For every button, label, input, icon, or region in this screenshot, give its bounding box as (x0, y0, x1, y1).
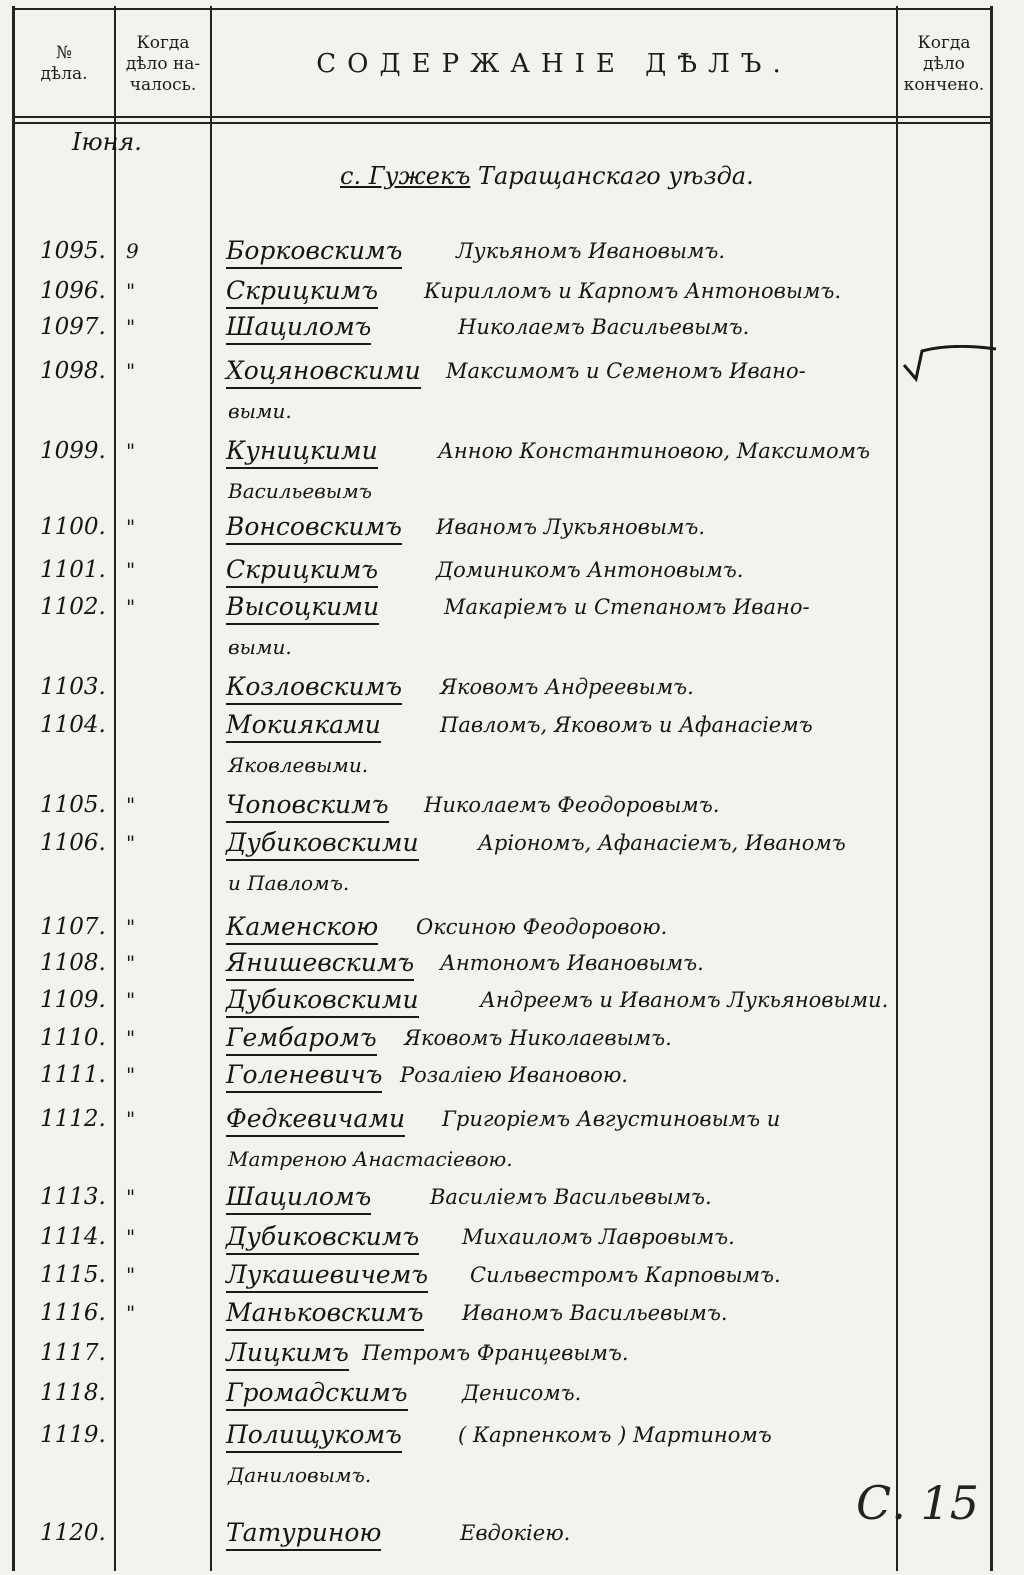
start-date-mark: " (126, 439, 136, 463)
start-date-mark: " (126, 359, 136, 383)
entry-surname: Янишевскимъ (226, 948, 414, 981)
entry-given-names: Яковомъ Андреевымъ. (440, 675, 694, 699)
entry-given-names: ( Карпенкомъ ) Мартиномъ (458, 1423, 772, 1447)
table-row (0, 828, 1000, 858)
table-row (0, 912, 1000, 942)
entry-surname: Дубиковскимъ (226, 1222, 419, 1255)
entry-continuation: Матреною Анастасіевою. (228, 1147, 513, 1171)
case-number: 1096. (40, 278, 106, 304)
entry-continuation: выми. (228, 399, 292, 423)
table-row (0, 1222, 1000, 1252)
entry-given-names: Николаемъ Васильевымъ. (458, 315, 750, 339)
case-number: 1099. (40, 438, 106, 464)
header-bottom-rule (12, 116, 992, 124)
start-date-mark: " (126, 951, 136, 975)
entry-given-names: Павломъ, Яковомъ и Афанасіемъ (440, 713, 813, 737)
district-name: Таращанскаго уѣзда. (477, 162, 754, 190)
entry-given-names: Анною Константиновою, Максимомъ (438, 439, 871, 463)
start-date-mark: " (126, 793, 136, 817)
top-rule (12, 8, 992, 10)
table-row (0, 555, 1000, 585)
village-heading (340, 162, 754, 190)
entry-given-names: Аріономъ, Афанасіемъ, Иваномъ (478, 831, 846, 855)
entry-given-names: Макаріемъ и Степаномъ Ивано- (444, 595, 810, 619)
case-number: 1112. (40, 1106, 106, 1132)
entry-given-names: Сильвестромъ Карповымъ. (470, 1263, 781, 1287)
month-label: Іюня. (72, 128, 142, 156)
table-row (0, 1518, 1000, 1548)
table-row (0, 236, 1000, 266)
case-number: 1108. (40, 950, 106, 976)
case-number: 1110. (40, 1025, 106, 1051)
case-number: 1106. (40, 830, 106, 856)
table-row (0, 672, 1000, 702)
table-row (0, 312, 1000, 342)
entry-surname: Полищукомъ (226, 1420, 402, 1453)
entry-surname: Татуриною (226, 1518, 381, 1551)
case-number: 1102. (40, 594, 106, 620)
start-date-mark: 9 (126, 239, 139, 263)
start-date-mark: " (126, 1063, 136, 1087)
table-row (0, 1182, 1000, 1212)
entry-surname: Скрицкимъ (226, 276, 378, 309)
case-number: 1100. (40, 514, 106, 540)
page-stamp: С. 15 (856, 1476, 979, 1530)
entry-surname: Дубиковскими (226, 828, 419, 861)
start-date-mark: " (126, 1026, 136, 1050)
entry-given-names: Денисомъ. (462, 1381, 582, 1405)
case-number: 1097. (40, 314, 106, 340)
entry-given-names: Григоріемъ Августиновымъ и (442, 1107, 781, 1131)
case-number: 1095. (40, 238, 106, 264)
entry-surname: Вонсовскимъ (226, 512, 402, 545)
header-start-column (116, 14, 210, 114)
case-number: 1098. (40, 358, 106, 384)
table-row (0, 1023, 1000, 1053)
table-row (0, 436, 1000, 466)
entry-surname: Маньковскимъ (226, 1298, 424, 1331)
entry-given-names: Евдокіею. (460, 1521, 571, 1545)
entry-given-names: Оксиною Феодоровою. (416, 915, 668, 939)
start-date-mark: " (126, 1107, 136, 1131)
start-date-mark: " (126, 558, 136, 582)
table-row (0, 1104, 1000, 1134)
start-date-mark: " (126, 1263, 136, 1287)
entry-surname: Голеневичъ (226, 1060, 382, 1093)
entry-continuation: Яковлевыми. (228, 753, 369, 777)
entry-continuation: и Павломъ. (228, 871, 350, 895)
case-number: 1101. (40, 557, 106, 583)
entry-surname: Козловскимъ (226, 672, 402, 705)
entry-surname: Шациломъ (226, 1182, 371, 1215)
start-date-mark: " (126, 515, 136, 539)
entry-given-names: Михаиломъ Лавровымъ. (462, 1225, 735, 1249)
entry-given-names: Иваномъ Васильевымъ. (462, 1301, 728, 1325)
table-row (0, 512, 1000, 542)
entry-given-names: Максимомъ и Семеномъ Ивано- (446, 359, 806, 383)
case-number: 1105. (40, 792, 106, 818)
entry-surname: Куницкими (226, 436, 378, 469)
table-row (0, 1260, 1000, 1290)
start-date-mark: " (126, 915, 136, 939)
table-row (0, 710, 1000, 740)
entry-surname: Дубиковскими (226, 985, 419, 1018)
village-name: с. Гужекъ (340, 162, 471, 190)
entry-surname: Гембаромъ (226, 1023, 377, 1056)
entry-surname: Шациломъ (226, 312, 371, 345)
case-number: 1120. (40, 1520, 106, 1546)
entry-given-names: Доминикомъ Антоновымъ. (436, 558, 744, 582)
check-mark-icon (902, 345, 998, 385)
entry-continuation: Васильевымъ (228, 479, 373, 503)
case-number: 1113. (40, 1184, 106, 1210)
table-row (0, 592, 1000, 622)
entry-given-names: Розаліею Ивановою. (400, 1063, 628, 1087)
entry-given-names: Яковомъ Николаевымъ. (404, 1026, 672, 1050)
case-number: 1109. (40, 987, 106, 1013)
start-date-mark: " (126, 988, 136, 1012)
case-number: 1116. (40, 1300, 106, 1326)
entry-given-names: Иваномъ Лукьяновымъ. (436, 515, 706, 539)
table-row (0, 356, 1000, 386)
start-date-mark: " (126, 1225, 136, 1249)
case-number: 1107. (40, 914, 106, 940)
case-number: 1103. (40, 674, 106, 700)
entry-surname: Скрицкимъ (226, 555, 378, 588)
table-row (0, 276, 1000, 306)
entry-surname: Мокияками (226, 710, 381, 743)
case-number: 1111. (40, 1062, 106, 1088)
start-date-mark: " (126, 1301, 136, 1325)
entry-given-names: Антономъ Ивановымъ. (440, 951, 704, 975)
start-date-mark: " (126, 831, 136, 855)
entry-given-names: Николаемъ Феодоровымъ. (424, 793, 720, 817)
table-row (0, 1060, 1000, 1090)
header-end-column (898, 14, 990, 114)
entry-continuation: выми. (228, 635, 292, 659)
table-row (0, 1298, 1000, 1328)
entry-given-names: Петромъ Францевымъ. (362, 1341, 629, 1365)
entry-surname: Борковскимъ (226, 236, 402, 269)
start-date-mark: " (126, 595, 136, 619)
table-row (0, 948, 1000, 978)
entry-given-names: Кирилломъ и Карпомъ Антоновымъ. (424, 279, 842, 303)
case-number: 1118. (40, 1380, 106, 1406)
entry-surname: Чоповскимъ (226, 790, 389, 823)
page-title: СОДЕРЖАНІЕ ДѢЛЪ. (316, 48, 792, 79)
header-number-column (14, 14, 114, 114)
case-number: 1117. (40, 1340, 106, 1366)
header-start-label: Когда дѣло на- чалось. (125, 32, 201, 95)
entry-surname: Каменскою (226, 912, 378, 945)
entry-surname: Лицкимъ (226, 1338, 349, 1371)
table-row (0, 790, 1000, 820)
header-number-label: № дѣла. (40, 43, 88, 84)
case-number: 1104. (40, 712, 106, 738)
header-content-column (212, 14, 896, 114)
table-row (0, 985, 1000, 1015)
case-number: 1115. (40, 1262, 106, 1288)
entry-given-names: Андреемъ и Иваномъ Лукьяновыми. (480, 988, 889, 1012)
table-row (0, 1420, 1000, 1450)
entry-surname: Громадскимъ (226, 1378, 408, 1411)
start-date-mark: " (126, 279, 136, 303)
table-row (0, 1378, 1000, 1408)
entry-surname: Высоцкими (226, 592, 379, 625)
entry-continuation: Даниловымъ. (228, 1463, 372, 1487)
entry-surname: Федкевичами (226, 1104, 405, 1137)
start-date-mark: " (126, 315, 136, 339)
entry-given-names: Василіемъ Васильевымъ. (430, 1185, 712, 1209)
case-number: 1114. (40, 1224, 106, 1250)
start-date-mark: " (126, 1185, 136, 1209)
entry-surname: Хоцяновскими (226, 356, 421, 389)
header-end-label: Когда дѣло кончено. (903, 32, 985, 95)
case-number: 1119. (40, 1422, 106, 1448)
entry-given-names: Лукьяномъ Ивановымъ. (456, 239, 726, 263)
entry-surname: Лукашевичемъ (226, 1260, 428, 1293)
table-row (0, 1338, 1000, 1368)
